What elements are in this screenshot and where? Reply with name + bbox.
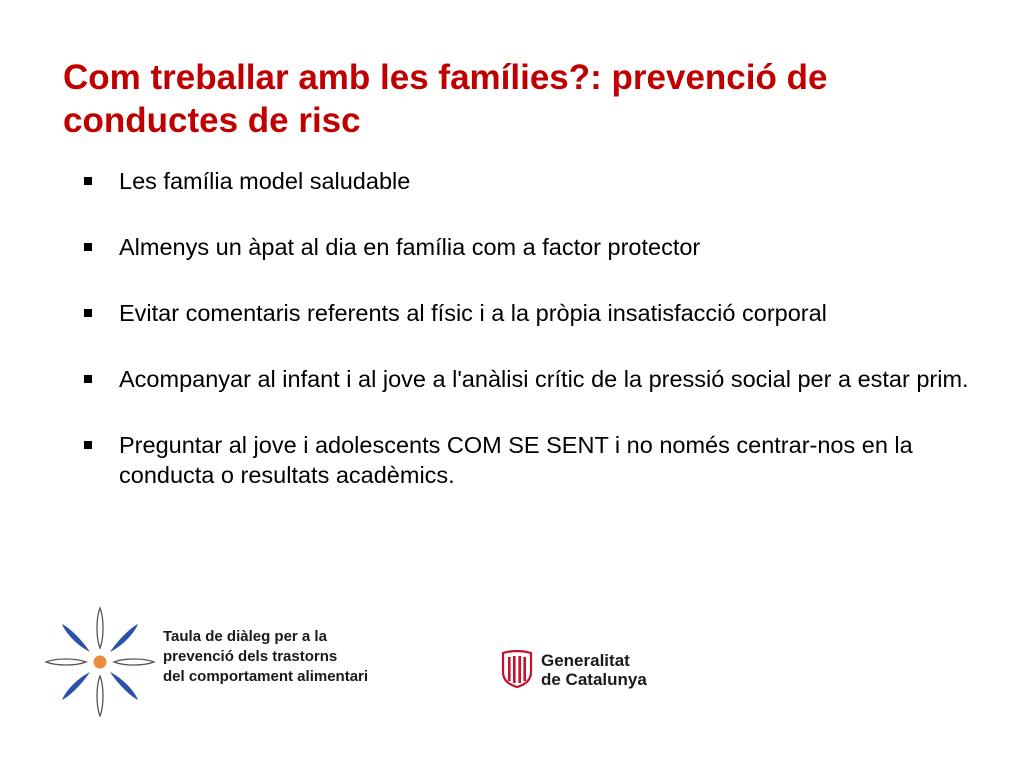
generalitat-shield-icon (500, 650, 534, 688)
generalitat-logo-line: Generalitat (541, 651, 630, 670)
square-bullet-icon (84, 375, 92, 383)
taula-logo-line: Taula de diàleg per a la (163, 628, 327, 645)
generalitat-logo-text (541, 651, 647, 689)
list-item (80, 364, 1000, 394)
bullet-list (80, 166, 1000, 526)
list-item (80, 298, 1000, 328)
taula-logo-line: prevenció dels trastorns (163, 648, 338, 665)
generalitat-logo-line: de Catalunya (541, 670, 647, 689)
square-bullet-icon (84, 177, 92, 185)
taula-logo-line: del comportament alimentari (163, 668, 369, 685)
taula-logo-text (163, 627, 403, 687)
taula-logo (42, 604, 402, 720)
square-bullet-icon (84, 309, 92, 317)
list-item (80, 166, 1000, 196)
bullet-text: Les família model saludable (119, 168, 411, 194)
square-bullet-icon (84, 243, 92, 251)
bullet-text: Acompanyar al infant i al jove a l'anàlisi crític de la pressió social per a estar prim. (119, 366, 969, 392)
slide-title: Com treballar amb les famílies?: prevenció de conductes de risc (63, 58, 828, 140)
generalitat-logo (500, 650, 670, 690)
bullet-text: Almenys un àpat al dia en família com a factor protector (119, 234, 701, 260)
bullet-text: Preguntar al jove i adolescents COM SE SENT i no només centrar-nos en la conducta o resultats acadèmics. (119, 432, 913, 488)
bullet-text: Evitar comentaris referents al físic i a la pròpia insatisfacció corporal (119, 300, 827, 326)
list-item (80, 232, 1000, 262)
square-bullet-icon (84, 441, 92, 449)
list-item (80, 430, 1000, 490)
taula-asterisk-logo-icon (42, 604, 158, 720)
